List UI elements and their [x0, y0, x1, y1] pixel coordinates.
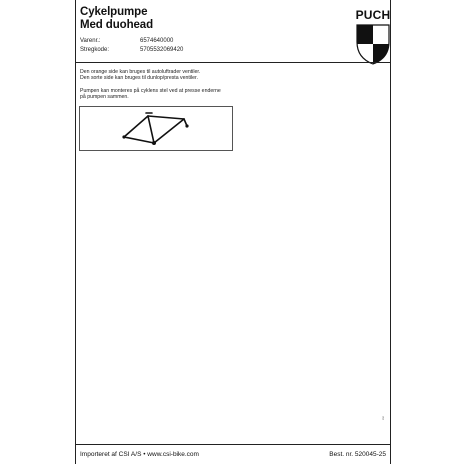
- footer-divider: [75, 444, 391, 445]
- meta-row-barcode: [80, 47, 183, 53]
- header: [78, 4, 391, 60]
- meta-value: 6574640000: [140, 38, 174, 44]
- instructions-paragraph-1: [80, 69, 380, 82]
- instruction-line: Den orange side kan bruges til autoluftrader ventiler.: [80, 69, 201, 75]
- sheet-reference-code: csi: [381, 416, 385, 420]
- importer-info: Importeret af CSI A/S • www.csi-bike.com: [80, 451, 199, 458]
- order-number: Best. nr. 520045-25: [329, 451, 386, 458]
- header-divider: [75, 62, 391, 63]
- meta-key: Stregkode:: [80, 47, 110, 53]
- bike-frame-icon: [80, 107, 232, 150]
- meta-row-article-number: [80, 38, 173, 44]
- product-title-line-2: Med duohead: [80, 19, 154, 31]
- puch-logo: [354, 8, 392, 66]
- instruction-line: Pumpen kan monteres på cyklens stel ved at presse enderne: [80, 88, 221, 94]
- meta-value: 5705532069420: [140, 47, 184, 53]
- instructions-paragraph-2: [80, 88, 380, 101]
- shield-icon: [354, 22, 392, 66]
- bike-frame-illustration: [79, 106, 233, 151]
- product-title-line-1: Cykelpumpe: [80, 6, 148, 18]
- instruction-line: på pumpen sammen.: [80, 94, 129, 101]
- logo-wordmark: PUCH: [355, 8, 391, 22]
- meta-key: Varenr.:: [80, 38, 101, 44]
- instruction-line: Den sorte side kan bruges til dunlop/presta ventiler.: [80, 75, 198, 82]
- product-sheet: [75, 0, 391, 464]
